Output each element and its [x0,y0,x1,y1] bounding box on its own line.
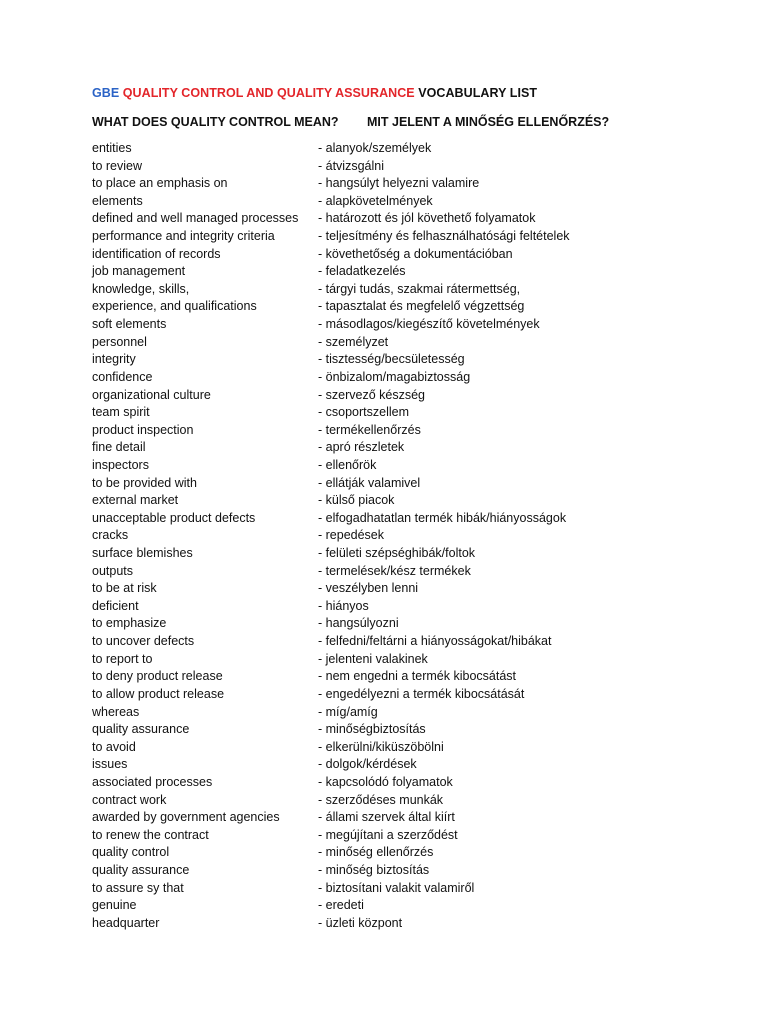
vocabulary-row [92,721,712,739]
vocabulary-row [92,598,712,616]
english-term: to place an emphasis on [92,176,228,191]
english-term: defined and well managed processes [92,211,299,226]
hungarian-translation: - veszélyben lenni [318,581,419,596]
vocabulary-row [92,880,712,898]
hungarian-translation: - ellátják valamivel [318,475,421,490]
document-title [92,86,537,100]
vocabulary-row [92,387,712,405]
vocabulary-row [92,862,712,880]
hungarian-translation: - átvizsgálni [318,158,384,173]
hungarian-translation: - eredeti [318,898,364,913]
english-term: unacceptable product defects [92,510,256,525]
english-term: fine detail [92,440,146,455]
english-term: soft elements [92,317,167,332]
vocabulary-row [92,193,712,211]
english-term: outputs [92,563,134,578]
hungarian-translation: - csoportszellem [318,405,409,420]
english-term: external market [92,493,179,508]
vocabulary-row [92,334,712,352]
hungarian-translation: - alanyok/személyek [318,141,432,155]
english-term: whereas [92,704,140,719]
hungarian-translation: - dolgok/kérdések [318,757,417,772]
english-term: to be at risk [92,581,157,596]
english-term: genuine [92,898,137,913]
hungarian-translation: - határozott és jól követhető folyamatok [318,211,536,226]
hungarian-translation: - biztosítani valakit valamiről [318,880,475,895]
hungarian-translation: - minőség biztosítás [318,862,430,877]
title-topic: QUALITY CONTROL AND QUALITY ASSURANCE [122,86,415,100]
hungarian-translation: - kapcsolódó folyamatok [318,774,453,789]
vocabulary-row [92,897,712,915]
english-term: surface blemishes [92,546,193,561]
hungarian-translation: - elkerülni/kiküszöbölni [318,739,444,754]
vocabulary-row [92,175,712,193]
english-term: to allow product release [92,686,225,701]
vocabulary-row [92,298,712,316]
vocabulary-row [92,510,712,528]
hungarian-translation: - szervező készség [318,387,425,402]
vocabulary-row [92,422,712,440]
vocabulary-row [92,844,712,862]
vocabulary-row [92,228,712,246]
hungarian-translation: - hangsúlyozni [318,616,399,631]
hungarian-translation: - másodlagos/kiegészítő követelmények [318,317,540,332]
english-term: identification of records [92,246,221,261]
hungarian-translation: - ellenőrök [318,457,377,472]
english-term: performance and integrity criteria [92,229,275,244]
vocabulary-row [92,263,712,281]
hungarian-translation: - önbizalom/magabiztosság [318,369,471,384]
vocabulary-row [92,316,712,334]
hungarian-translation: - külső piacok [318,493,395,508]
vocabulary-row [92,492,712,510]
hungarian-translation: - állami szervek által kiírt [318,810,455,825]
vocabulary-row [92,686,712,704]
hungarian-translation: - elfogadhatatlan termék hibák/hiányosságok [318,510,567,525]
hungarian-translation: - termékellenőrzés [318,422,421,437]
hungarian-translation: - hiányos [318,598,369,613]
hungarian-translation: - termelések/kész termékek [318,563,471,578]
english-term: integrity [92,352,136,367]
english-term: to uncover defects [92,634,195,649]
hungarian-translation: - engedélyezni a termék kibocsátását [318,686,525,701]
vocabulary-row [92,563,712,581]
hungarian-translation: - szerződéses munkák [318,792,444,807]
english-term: issues [92,757,128,772]
vocabulary-row [92,281,712,299]
vocabulary-row [92,439,712,457]
vocabulary-row [92,158,712,176]
vocabulary-row [92,739,712,757]
hungarian-translation: - míg/amíg [318,704,378,719]
english-term: to assure sy that [92,880,184,895]
hungarian-translation: - tisztesség/becsületesség [318,352,465,367]
hungarian-translation: - felfedni/feltárni a hiányosságokat/hibákat [318,634,552,649]
english-term: contract work [92,792,167,807]
english-term: confidence [92,369,153,384]
english-term: deficient [92,598,139,613]
english-term: quality assurance [92,862,190,877]
hungarian-translation: - feladatkezelés [318,264,406,279]
title-suffix: VOCABULARY LIST [418,86,538,100]
hungarian-translation: - apró részletek [318,440,405,455]
title-gbe: GBE [92,86,120,100]
hungarian-translation: - tárgyi tudás, szakmai rátermettség, [318,281,521,296]
english-term: inspectors [92,457,149,472]
vocabulary-row [92,246,712,264]
hungarian-translation: - megújítani a szerződést [318,827,458,842]
english-term: to be provided with [92,475,197,490]
vocabulary-row [92,404,712,422]
hungarian-translation: - repedések [318,528,385,543]
hungarian-translation: - teljesítmény és felhasználhatósági feltételek [318,229,570,244]
hungarian-translation: - minőségbiztosítás [318,722,426,737]
vocabulary-row [92,580,712,598]
hungarian-translation: - személyzet [318,334,389,349]
english-term: to deny product release [92,669,223,684]
question-english: WHAT DOES QUALITY CONTROL MEAN? [92,115,339,129]
english-term: to renew the contract [92,827,209,842]
english-term: product inspection [92,422,194,437]
vocabulary-row [92,792,712,810]
english-term: to emphasize [92,616,167,631]
hungarian-translation: - felületi szépséghibák/foltok [318,546,476,561]
vocabulary-row [92,210,712,228]
english-term: entities [92,141,132,155]
vocabulary-row [92,615,712,633]
english-term: experience, and qualifications [92,299,257,314]
vocabulary-row [92,668,712,686]
vocabulary-row [92,756,712,774]
english-term: to review [92,158,143,173]
vocabulary-row [92,827,712,845]
hungarian-translation: - jelenteni valakinek [318,651,428,666]
hungarian-translation: - tapasztalat és megfelelő végzettség [318,299,525,314]
hungarian-translation: - nem engedni a termék kibocsátást [318,669,517,684]
hungarian-translation: - üzleti központ [318,915,403,930]
english-term: team spirit [92,405,150,420]
vocabulary-row [92,651,712,669]
english-term: organizational culture [92,387,211,402]
vocabulary-row [92,774,712,792]
english-term: awarded by government agencies [92,810,280,825]
vocabulary-row [92,369,712,387]
vocabulary-row [92,351,712,369]
english-term: to report to [92,651,153,666]
english-term: quality assurance [92,722,190,737]
vocabulary-row [92,545,712,563]
hungarian-translation: - alapkövetelmények [318,193,433,208]
vocabulary-row [92,633,712,651]
vocabulary-row [92,704,712,722]
question-hungarian: MIT JELENT A MINŐSÉG ELLENŐRZÉS? [367,115,610,129]
english-term: to avoid [92,739,136,754]
hungarian-translation: - hangsúlyt helyezni valamire [318,176,480,191]
english-term: job management [92,264,186,279]
english-term: knowledge, skills, [92,281,190,296]
english-term: headquarter [92,915,160,930]
hungarian-translation: - követhetőség a dokumentációban [318,246,513,261]
english-term: personnel [92,334,147,349]
english-term: quality control [92,845,170,860]
vocabulary-row [92,915,712,933]
vocabulary-row [92,140,712,158]
vocabulary-row [92,527,712,545]
english-term: cracks [92,528,129,543]
vocabulary-row [92,809,712,827]
hungarian-translation: - minőség ellenőrzés [318,845,434,860]
vocabulary-list [92,140,712,932]
vocabulary-row [92,457,712,475]
vocabulary-row [92,475,712,493]
english-term: elements [92,193,143,208]
english-term: associated processes [92,774,213,789]
